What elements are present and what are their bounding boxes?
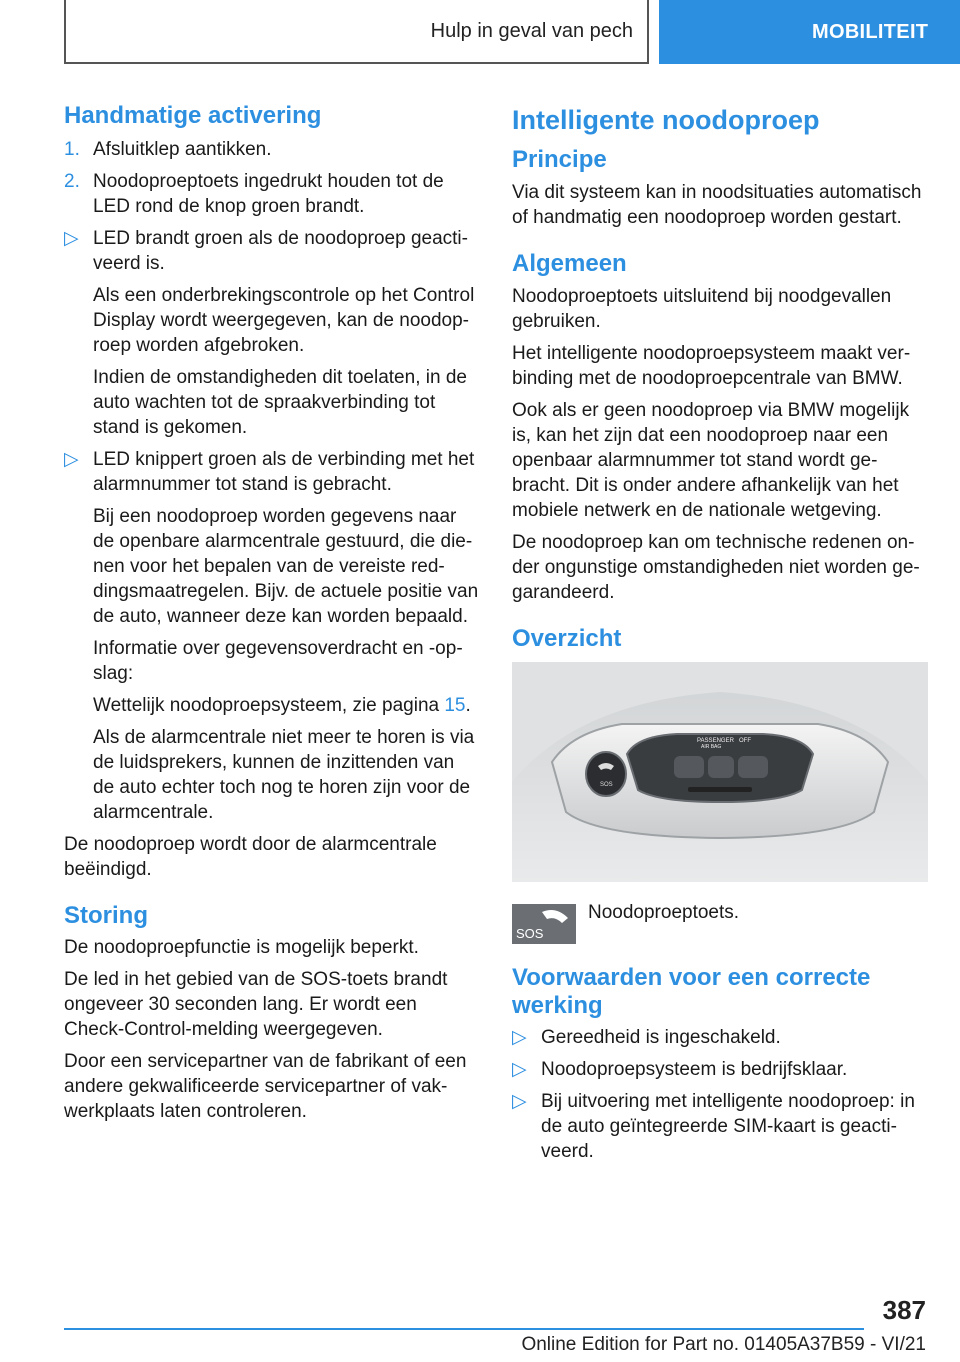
icon-legend-row (512, 900, 930, 944)
bullet-paragraph: Indien de omstandigheden dit toelaten, in de auto wachten tot de spraakverbinding tot stand is gekomen. (93, 366, 467, 438)
page-number: 387 (882, 1295, 926, 1325)
header-chapter-title: MOBILITEIT (812, 20, 929, 43)
bullet-triangle-icon: ▷ (512, 1059, 527, 1081)
step-text: Noodoproeptoets ingedrukt houden tot de LED rond de knop groen brandt. (93, 170, 444, 217)
paragraph: De noodoproep kan om technische redenen on-der ongunstige omstandigheden niet worden ge-garandeerd. (512, 531, 920, 603)
icon-caption: Noodoproeptoets. (588, 902, 740, 924)
header-section-title: Hulp in geval van pech (430, 19, 633, 42)
sos-button-icon (512, 904, 576, 944)
paragraph: Via dit systeem kan in noodsituaties automatisch of handmatig een noodoproep worden gestart. (512, 181, 922, 228)
bullet-triangle-icon: ▷ (64, 227, 79, 249)
bullet-item (64, 226, 480, 276)
step-text: Afsluitklep aantikken. (93, 138, 272, 160)
paragraph: Het intelligente noodoproepsysteem maakt ver-binding met de noodoproepcentrale van BMW. (512, 342, 911, 389)
paragraph: De noodoproepfunctie is mogelijk beperkt. (64, 937, 419, 959)
heading-overview: Overzicht (512, 624, 622, 652)
condition-item (512, 1089, 930, 1164)
bullet-triangle-icon: ▷ (512, 1027, 527, 1049)
heading-fault: Storing (64, 901, 148, 929)
step-number: 2. (64, 170, 80, 192)
paragraph: De noodoproep wordt door de alarmcentrale beëindigd. (64, 833, 437, 880)
reference-end: . (465, 694, 471, 716)
paragraph: De led in het gebied van de SOS-toets brandt ongeveer 30 seconden lang. Er wordt een Check-Control-melding weergegeven. (64, 969, 448, 1041)
left-column (64, 96, 480, 1131)
condition-item (512, 1025, 930, 1050)
heading-manual-activation: Handmatige activering (64, 102, 322, 129)
right-column (512, 96, 930, 1171)
photo-label-airbag: AIR BAG (701, 744, 722, 751)
bullet-paragraph: Informatie over gegevensoverdracht en -op-slag: (93, 637, 463, 684)
heading-intelligent-emergency-call: Intelligente noodoproep (512, 105, 820, 135)
paragraph: Door een servicepartner van de fabrikant of een andere gekwalificeerde servicepartner of vak-werkplaats laten controleren. (64, 1051, 467, 1123)
bullet-paragraph: Als een onderbrekingscontrole op het Control Display wordt weergegeven, kan de noodop-roep worden afgebroken. (93, 284, 475, 356)
heading-general: Algemeen (512, 249, 627, 277)
condition-text: Noodoproepsysteem is bedrijfsklaar. (541, 1059, 848, 1081)
bullet-text: LED brandt groen als de noodoproep geacti-veerd is. (93, 227, 468, 274)
photo-label-off: OFF (739, 738, 751, 745)
condition-item (512, 1057, 930, 1082)
bullet-triangle-icon: ▷ (64, 448, 79, 470)
paragraph: Noodoproeptoets uitsluitend bij noodgevallen gebruiken. (512, 285, 892, 332)
bullet-triangle-icon: ▷ (512, 1091, 527, 1113)
header-chapter-tab (659, 0, 960, 64)
bullet-text: LED knippert groen als de verbinding met het alarmnummer tot stand is gebracht. (93, 448, 475, 495)
paragraph: Ook als er geen noodoproep via BMW mogelijk is, kan het zijn dat een noodoproep naar een openbaar alarmnummer tot stand wordt ge-bracht. Dit is onder andere afhankelijk van het mobiele netwerk en de nationale wetgeving. (512, 399, 910, 521)
condition-text: Gereedheid is ingeschakeld. (541, 1027, 781, 1049)
reference-text: Wettelijk noodoproepsysteem, zie pagina (93, 694, 445, 716)
footer-rule (64, 1328, 864, 1330)
condition-text: Bij uitvoering met intelligente noodoproep: in de auto geïntegreerde SIM-kaart is geacti-veerd. (541, 1091, 915, 1163)
bullet-paragraph: Als de alarmcentrale niet meer te horen is via de luidsprekers, kunnen de inzittenden van de auto echter toch nog te horen zijn voor de alarmcentrale. (93, 726, 475, 823)
step-item (64, 137, 480, 162)
photo-label-sos: SOS (600, 782, 613, 789)
step-item (64, 169, 480, 219)
footer-edition: Online Edition for Part no. 01405A37B59 - VI/21 (521, 1334, 926, 1355)
bullet-item (64, 447, 480, 497)
sos-icon-label: SOS (516, 926, 544, 942)
header-section-tab (64, 0, 649, 64)
bullet-paragraph-reference (64, 693, 480, 718)
step-number: 1. (64, 138, 80, 160)
photo-label-passenger: PASSENGER (697, 738, 734, 745)
page-link[interactable]: 15 (444, 694, 466, 716)
overhead-console-photo (512, 662, 928, 882)
bullet-paragraph: Bij een noodoproep worden gegevens naar de openbare alarmcentrale gestuurd, die die-nen voor het bepalen van de vereiste red-dingsmaatregelen. Bijv. de actuele positie van de auto, wanneer deze kan worden bepaald. (93, 505, 479, 627)
heading-conditions: Voorwaarden voor een correcte werking (512, 964, 871, 1019)
heading-principle: Principe (512, 146, 607, 174)
